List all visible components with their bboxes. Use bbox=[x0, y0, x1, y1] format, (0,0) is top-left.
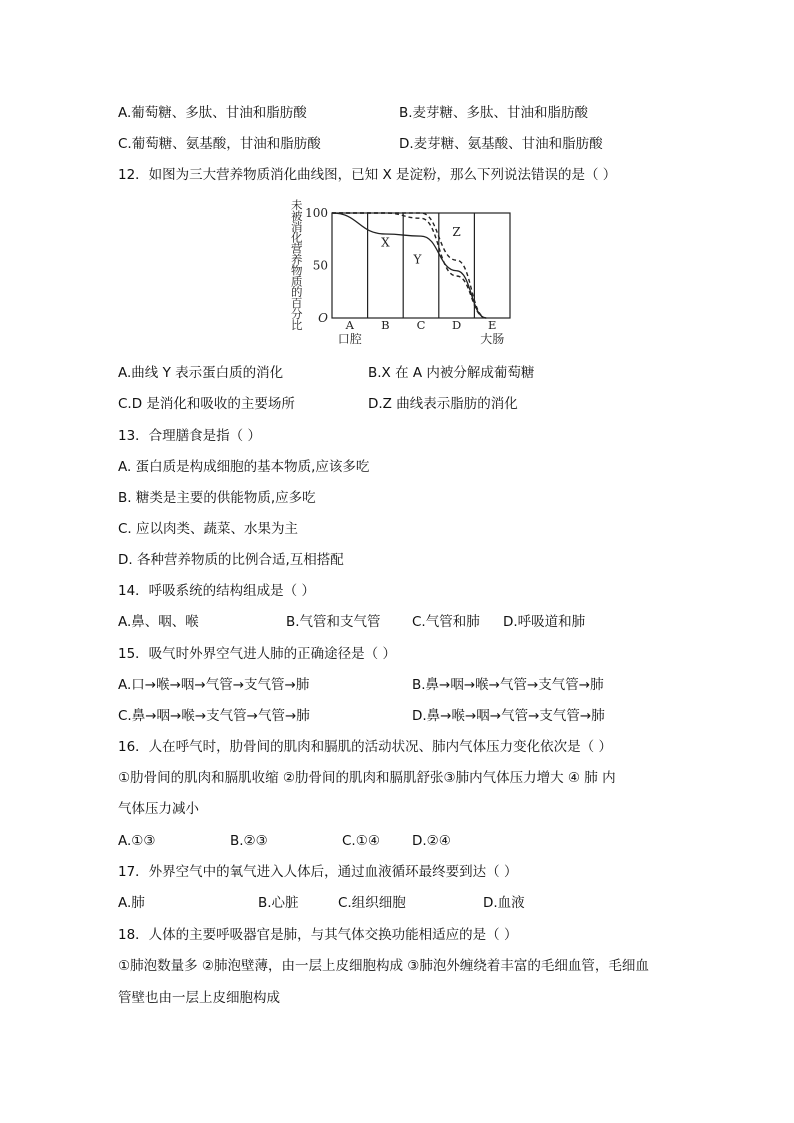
series-line-x bbox=[332, 213, 486, 318]
x-category-label: E bbox=[487, 318, 497, 332]
q17-option-d: D.血液 bbox=[483, 895, 525, 911]
q15-option-c: C.鼻→咽→喉→支气管→气管→肺 bbox=[118, 708, 310, 724]
digestion-curve-chart bbox=[283, 198, 513, 348]
q14-option-d: D.呼吸道和肺 bbox=[503, 614, 586, 630]
q14-option-a: A.鼻、咽、喉 bbox=[118, 614, 199, 630]
x-category-label: A bbox=[345, 318, 354, 332]
series-label-y: Y bbox=[413, 252, 422, 267]
q13-option-a: A. 蛋白质是构成细胞的基本物质,应该多吃 bbox=[118, 459, 370, 475]
q15-option-d: D.鼻→喉→咽→气管→支气管→肺 bbox=[412, 708, 605, 724]
q11-option-c: C.葡萄糖、氨基酸，甘油和脂肪酸 bbox=[118, 136, 321, 152]
q11-option-d: D.麦芽糖、氨基酸、甘油和脂肪酸 bbox=[399, 136, 603, 152]
series-line-z bbox=[332, 213, 486, 318]
x-category-label: C bbox=[416, 318, 426, 332]
q14-stem: 14．呼吸系统的结构组成是（ ） bbox=[118, 583, 315, 599]
q18-statement-line-2: 管壁也由一层上皮细胞构成 bbox=[118, 990, 280, 1006]
y-axis-title: 未被消化营养物质的百分比 bbox=[291, 198, 303, 332]
y-tick-label: 100 bbox=[305, 206, 328, 220]
q11-option-a: A.葡萄糖、多肽、甘油和脂肪酸 bbox=[118, 105, 307, 121]
q16-statement-line-1: ①肋骨间的肌肉和膈肌收缩 ②肋骨间的肌肉和膈肌舒张③肺内气体压力增大 ④ 肺 内 bbox=[118, 770, 616, 786]
q17-option-b: B.心脏 bbox=[258, 895, 299, 911]
q12-option-c: C.D 是消化和吸收的主要场所 bbox=[118, 396, 295, 412]
x-category-note: 口腔 bbox=[337, 332, 362, 346]
q13-option-d: D. 各种营养物质的比例合适,互相搭配 bbox=[118, 552, 344, 568]
q17-stem: 17．外界空气中的氧气进入人体后，通过血液循环最终要到达（ ） bbox=[118, 864, 518, 880]
x-category-label: D bbox=[451, 318, 462, 332]
q16-option-c: C.①④ bbox=[342, 833, 380, 849]
q14-option-b: B.气管和支气管 bbox=[286, 614, 381, 630]
q17-option-c: C.组织细胞 bbox=[338, 895, 406, 911]
q13-stem: 13．合理膳食是指（ ） bbox=[118, 428, 261, 444]
q12-option-a: A.曲线 Y 表示蛋白质的消化 bbox=[118, 365, 284, 381]
q16-statement-line-2: 气体压力减小 bbox=[118, 801, 199, 817]
q14-option-c: C.气管和肺 bbox=[412, 614, 480, 630]
q15-option-a: A.口→喉→咽→气管→支气管→肺 bbox=[118, 677, 310, 693]
q16-option-a: A.①③ bbox=[118, 833, 156, 849]
q13-option-b: B. 糖类是主要的供能物质,应多吃 bbox=[118, 490, 316, 506]
q12-stem: 12．如图为三大营养物质消化曲线图，已知 X 是淀粉，那么下列说法错误的是（ ） bbox=[118, 167, 617, 183]
q18-statement-line-1: ①肺泡数量多 ②肺泡壁薄，由一层上皮细胞构成 ③肺泡外缠绕着丰富的毛细血管，毛细血 bbox=[118, 958, 649, 974]
q12-option-d: D.Z 曲线表示脂肪的消化 bbox=[368, 396, 518, 412]
y-tick-label: O bbox=[318, 311, 328, 325]
q16-stem: 16．人在呼气时，肋骨间的肌肉和膈肌的活动状况、肺内气体压力变化依次是（ ） bbox=[118, 739, 612, 755]
series-label-x: X bbox=[381, 235, 390, 250]
q11-option-b: B.麦芽糖、多肽、甘油和脂肪酸 bbox=[399, 105, 589, 121]
q17-option-a: A.肺 bbox=[118, 895, 145, 911]
digestion-curve-diagram bbox=[283, 198, 513, 348]
series-label-z: Z bbox=[452, 225, 461, 240]
q13-option-c: C. 应以肉类、蔬菜、水果为主 bbox=[118, 521, 299, 537]
q16-option-b: B.②③ bbox=[230, 833, 268, 849]
y-tick-label: 50 bbox=[312, 258, 328, 273]
q15-option-b: B.鼻→咽→喉→气管→支气管→肺 bbox=[412, 677, 604, 693]
q18-stem: 18．人体的主要呼吸器官是肺，与其气体交换功能相适应的是（ ） bbox=[118, 927, 518, 943]
q15-stem: 15．吸气时外界空气进人肺的正确途径是（ ） bbox=[118, 646, 396, 662]
q12-option-b: B.X 在 A 内被分解成葡萄糖 bbox=[368, 365, 535, 381]
x-category-note: 大肠 bbox=[480, 332, 505, 346]
q16-option-d: D.②④ bbox=[412, 833, 451, 849]
x-category-label: B bbox=[381, 318, 390, 332]
series-line-y bbox=[332, 213, 486, 318]
